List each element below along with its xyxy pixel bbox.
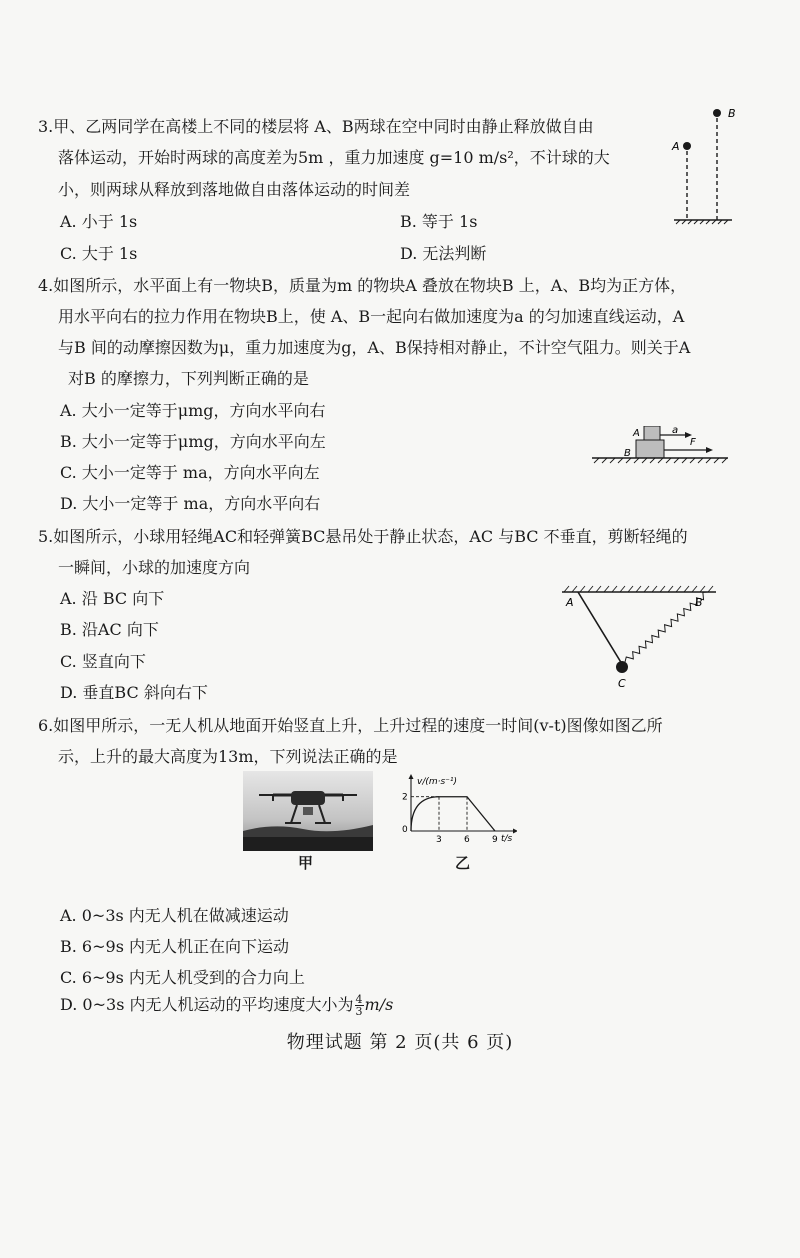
label-b: B <box>728 107 736 120</box>
vt-tick-labels <box>402 793 498 845</box>
q4-stem-line-1: 4.如图所示，水平面上有一物块B，质量为m 的物块A 叠放在物块B 上，A、B均为正方体， <box>38 276 687 295</box>
drone-photo <box>243 771 373 851</box>
q5-stem-line-1: 5.如图所示，小球用轻绳AC和轻弹簧BC悬吊处于静止状态，AC 与BC 不垂直，剪断轻绳的 <box>38 527 688 546</box>
q3-stem-line-3: 小，则两球从释放到落地做自由落体运动的时间差 <box>58 180 411 199</box>
q6-stem-line-2: 示，上升的最大高度为13m，下列说法正确的是 <box>58 747 398 766</box>
q3-figure <box>660 100 760 230</box>
x-tick-label-6: 6 <box>464 835 470 845</box>
label-b: B <box>624 448 631 459</box>
y-axis-arrow <box>409 774 414 779</box>
q3-option-d: D. 无法判断 <box>400 244 487 263</box>
block-a <box>644 426 660 440</box>
q3-option-b: B. 等于 1s <box>400 212 478 231</box>
x-axis-arrow <box>513 829 517 834</box>
q6-option-b: B. 6~9s 内无人机正在向下运动 <box>60 937 289 956</box>
fraction <box>355 994 364 1017</box>
ball-b <box>713 109 721 117</box>
fraction-denominator: 3 <box>355 1005 363 1018</box>
y-tick-label-2: 2 <box>402 792 408 803</box>
q5-figure <box>558 580 728 690</box>
page-footer: 物理试题 第 2 页(共 6 页) <box>286 1032 514 1053</box>
label-a: A <box>633 428 640 439</box>
q5-option-b: B. 沿AC 向下 <box>60 620 159 639</box>
ball-c <box>616 661 628 673</box>
q6-option-c: C. 6~9s 内无人机受到的合力向上 <box>60 968 305 987</box>
q4-stem-line-3: 与B 间的动摩擦因数为μ，重力加速度为g，A、B保持相对静止，不计空气阻力。则关于A <box>58 338 691 357</box>
vt-x-axis-label: t/s <box>501 834 513 844</box>
q4-figure <box>588 426 738 474</box>
caption-yi: 乙 <box>455 854 471 872</box>
x-tick-label-0: 0 <box>402 825 408 835</box>
x-tick-label-3: 3 <box>436 835 442 845</box>
q4-stem-line-4: 对B 的摩擦力，下列判断正确的是 <box>68 369 309 388</box>
ball-a <box>683 142 691 150</box>
q6-option-a: A. 0~3s 内无人机在做减速运动 <box>60 906 289 925</box>
q4-option-a: A. 大小一定等于μmg，方向水平向右 <box>60 401 326 420</box>
q6-option-d <box>60 994 393 1017</box>
q3-option-a: A. 小于 1s <box>60 212 138 231</box>
rope-ac <box>578 592 622 664</box>
label-b: B <box>695 596 703 609</box>
q3-stem-line-1: 3.甲、乙两同学在高楼上不同的楼层将 A、B两球在空中同时由静止释放做自由 <box>38 117 594 136</box>
vt-y-axis-label: v/(m·s⁻¹) <box>417 777 458 787</box>
q6-option-d-unit: m/s <box>364 995 394 1014</box>
v-t-curve <box>411 797 495 831</box>
q5-option-d: D. 垂直BC 斜向右下 <box>60 683 208 702</box>
x-tick-label-9: 9 <box>492 835 498 845</box>
label-a: A <box>566 596 574 609</box>
block-b <box>636 440 664 458</box>
label-a: A <box>672 140 680 153</box>
q6-stem-line-1: 6.如图甲所示，一无人机从地面开始竖直上升，上升过程的速度一时间(v-t)图像如图乙所 <box>38 716 663 735</box>
vt-chart <box>393 773 517 845</box>
label-c: C <box>618 677 626 690</box>
q3-option-c: C. 大于 1s <box>60 244 138 263</box>
label-force: F <box>690 437 696 448</box>
q5-option-c: C. 竖直向下 <box>60 652 146 671</box>
q4-stem-line-2: 用水平向右的拉力作用在物块B上，使 A、B一起向右做加速度为a 的匀加速直线运动，A <box>58 307 685 326</box>
q6-option-d-text: D. 0~3s 内无人机运动的平均速度大小为 <box>60 995 354 1014</box>
q3-stem-line-2: 落体运动，开始时两球的高度差为5m ，重力加速度 g=10 m/s²，不计球的大 <box>58 148 610 167</box>
label-accel: a <box>672 426 679 436</box>
fraction-numerator: 4 <box>355 993 363 1006</box>
q5-stem-line-2: 一瞬间，小球的加速度方向 <box>58 558 251 577</box>
q4-option-d: D. 大小一定等于 ma，方向水平向右 <box>60 494 321 513</box>
q5-option-a: A. 沿 BC 向下 <box>60 589 165 608</box>
caption-jia: 甲 <box>298 854 314 872</box>
q4-option-c: C. 大小一定等于 ma，方向水平向左 <box>60 463 320 482</box>
q4-option-b: B. 大小一定等于μmg，方向水平向左 <box>60 432 326 451</box>
vt-series <box>411 797 495 831</box>
